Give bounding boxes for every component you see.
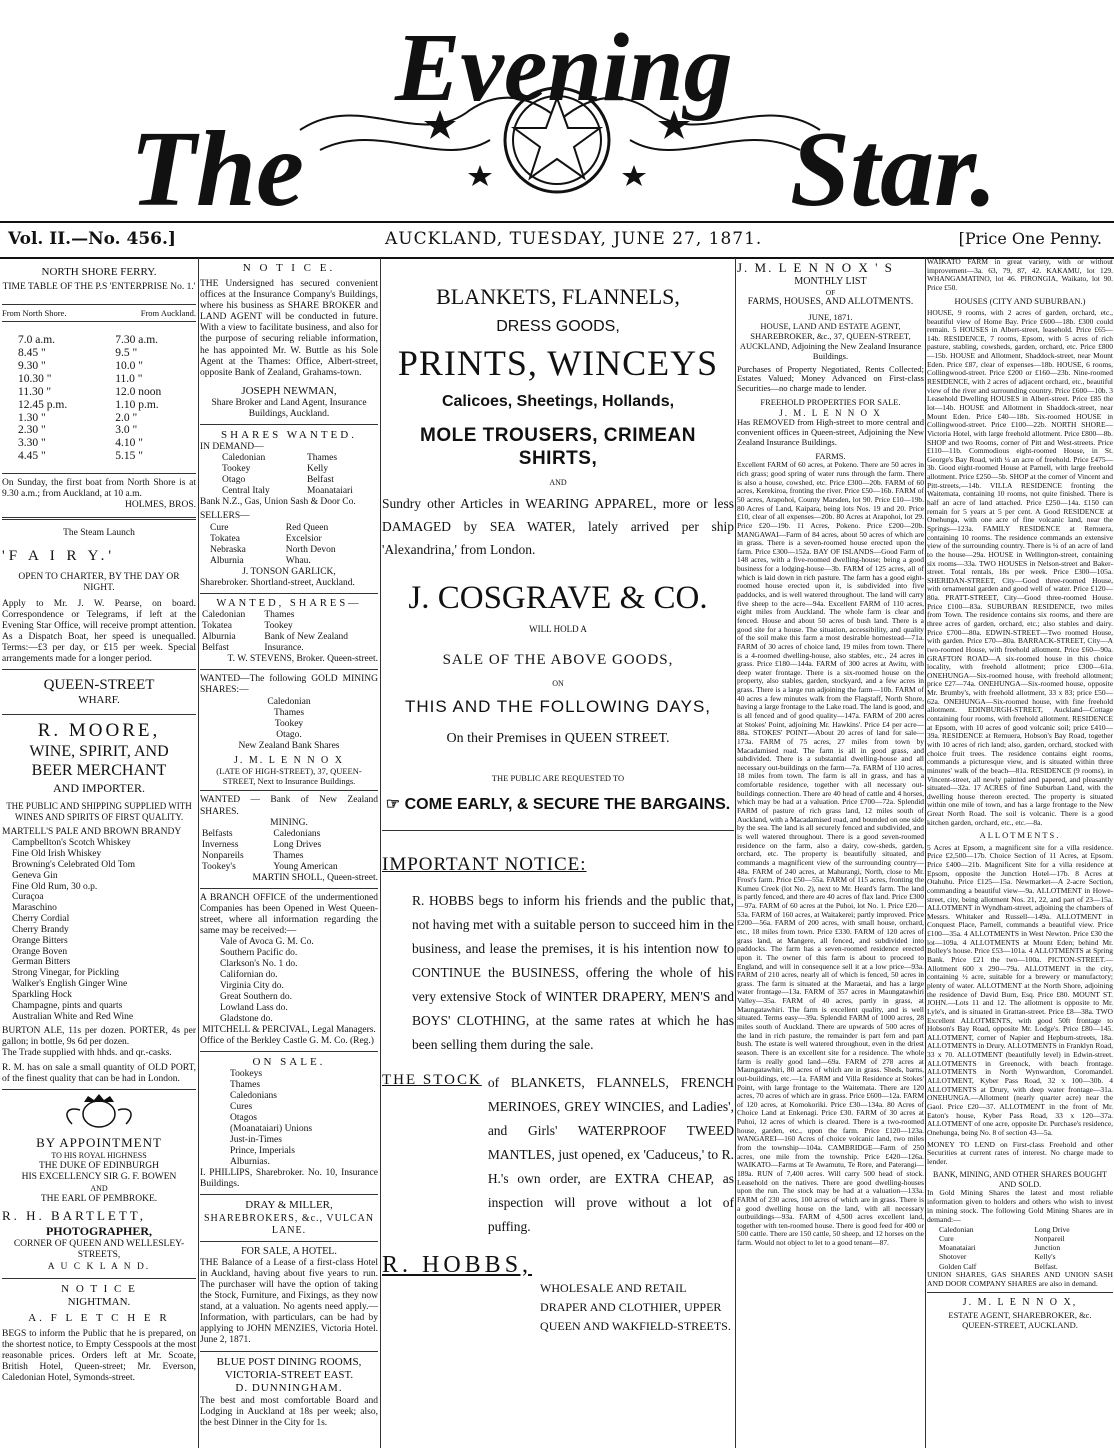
list-item: Australian White and Red Wine	[12, 1011, 134, 1022]
column-rule	[735, 258, 736, 1448]
masthead-ornament	[0, 0, 1114, 225]
list-item: German Bitters	[12, 957, 71, 968]
list-item: Orange Bitters	[12, 935, 68, 946]
money-to-lend: MONEY TO LEND on First-class Freehold and other Securities at current rates of interest. No charge made to lender.	[927, 1139, 1113, 1167]
lennox-head: J. M. L E N N O X ' S	[737, 260, 894, 275]
allotments-title: ALLOTMENTS.	[979, 830, 1061, 841]
column-rule	[380, 258, 381, 1448]
list-item: Cherry Brandy	[12, 924, 69, 935]
table-row: Cure Red Queen	[210, 522, 329, 533]
table-row: Nonpareils Thames	[202, 850, 304, 861]
list-item: Just-in-Times	[230, 1135, 282, 1146]
ad-sale: SALE OF THE ABOVE GOODS,	[442, 651, 674, 668]
bank-line: Bank N.Z., Gas, Union Sash & Door Co.	[200, 497, 356, 508]
table-row: 7.0 a.m. 7.30 a.m.	[18, 334, 159, 347]
dunningham: D. DUNNINGHAM.	[235, 1382, 343, 1395]
list-item: Gladstone do.	[220, 1013, 273, 1024]
allotments-body: 5 Acres at Epsom, a magnificent site for a villa residence. Price £2,500—17b. Choice Section of 11 Acres, at Epsom. Price £400—21b. Magnificent Site for a villa residence at Epsom, opposite the Junction Hotel—17b. 8 Acres at Otahuhu. Price £125—15a. Newmarket—A 2-acre Section, commanding a beautiful view—9a. ALLOTMENT in Howe-street, city, being allotment Nos. 21, 22, and part of 23—15a. ALLOTMENT in Wyndham-street, adjoining the chambers of Messrs. Whitaker and Russell—149a. ALLOTMENT in Conquest Place, Parnell, commands a beautiful view. Price £100—35a. 4 ALLOTMENTS in West Newton. Price £30 the lot—109a. 4 ALLOTMENTS at Mount Eden; behind Mr. Bolley's house. Price £53—101a. 4 ALLOTMENTS at Spring Bank. Price £21 the two—100a. PICTON-STREET.—Allotment 600 x 290—79a. ALLOTMENT in the city, containing ½ acre, suitable for a brewery or manufactory; plenty of water. ALLOTMENT at the North Shore, adjoining the residence of David Burn, Esq. Price £80. MOUNT ST. JOHN.—Lots 11 and 12. The allotment is opposite to Mr. Lyle's, and is situated in Grattan-street. Price £8—38a. TWO Excellent ALLOTMENTS, with good 50ft frontage to Hobson's Bay Road, opposite Mr. Lodge's. Price £80—145. ALLOTMENT, corner of Napier and Hepburn-streets, 18a. ALLOTMENTS in Drury. ALLOTMENTS in Franklyn Road, 33 x 70. ALLOTMENT (beautifully level) in Edwin-street. ALLOTMENTS in Greenock, with beach frontage. ALLOTMENTS in North Wynwardton, Coromandel. ALLOTMENT, Kyber Pass Road, 32 x 100—30b. 4 ALLOTMENTS at Drury, with deep water frontage—31a. ONEHUNGA.—Allotment (nearly quarter acre) near the Gaol. Price £20—37. ALLOTMENT in the front of Mr. Eaton's house, Kyber Pass Road, 33 x 120—37a. ALLOTMENT of one acre, opposite Dr. Purchase's residence, Onehunga, being No. 8 of section 43—5a.	[927, 842, 1113, 1137]
list-item: Curaçoa	[12, 892, 44, 903]
farms-houses: FARMS, HOUSES, AND ALLOTMENTS.	[747, 297, 914, 308]
notice-title: N O T I C E.	[242, 262, 336, 274]
ad-cosgrave: J. COSGRAVE & CO.	[408, 579, 708, 616]
important-notice: IMPORTANT NOTICE:	[382, 854, 587, 876]
trade: The Trade supplied with hhds. and qr.-casks.	[2, 1048, 172, 1059]
ad-dress-goods: DRESS GOODS,	[496, 317, 620, 335]
phillips: I. PHILLIPS, Sharebroker. No. 10, Insurance Buildings.	[200, 1168, 378, 1190]
table-row: Belfasts Caledonians	[202, 828, 321, 839]
lennox-repeat: J. M. L E N N O X	[779, 407, 882, 418]
list-item: New Zealand Bank Shares	[238, 740, 340, 751]
table-row: Shotover Kelly's	[939, 1252, 1056, 1262]
appointment-line6: THE EARL OF PEMBROKE.	[40, 1193, 158, 1204]
ad-prints: PRINTS, WINCEYS	[397, 343, 719, 384]
dray-sub: SHAREBROKERS, &c., VULCAN LANE.	[203, 1212, 375, 1236]
list-item: Otago.	[276, 729, 302, 740]
masthead-evening: Evening	[395, 14, 733, 122]
list-item: Southern Pacific do.	[220, 947, 298, 958]
blue-body: The best and most comfortable Board and Lodging in Auckland at 18s per week; also, the best Dinner in the City for 1s.	[200, 1395, 378, 1428]
list-date: JUNE, 1871.	[808, 311, 853, 322]
bank-table	[200, 829, 378, 873]
stevens: T. W. STEVENS, Broker. Queen-street.	[227, 654, 378, 665]
stock-body: of BLANKETS, FLANNELS, FRENCH MERINOES, GREY WINCIES, and Ladies', and Girls' WATERPROOF TWEED MANTLES, just opened, ex 'Caduceus,' to R. H.'s own order, are EXTRA CHEAP, as inspection will prove without a lot of puffing.	[487, 1074, 734, 1234]
branch-list	[200, 937, 378, 1025]
fletcher-body: BEGS to inform the Public that he is prepared, on the shortest notice, to Empty Cesspools at the most reasonable prices. Orders left at Mr. Scoate, British Hotel, Queen-street; Mr. Everson, Caledonian Hotel, Symonds-street.	[2, 1328, 196, 1383]
blue-post: BLUE POST DINING ROOMS, VICTORIA-STREET EAST.	[216, 1355, 362, 1381]
ad-come-early-text: COME EARLY, & SECURE THE BARGAINS.	[404, 795, 731, 813]
share-table	[927, 1225, 1113, 1271]
table-row: 11.30 " 12.0 noon	[18, 385, 162, 398]
lennox-c2-address: (LATE OF HIGH-STREET), 37, QUEEN-STREET, Next to Insurance Buildings.	[216, 765, 362, 786]
mining-table	[200, 453, 378, 497]
public-supply: THE PUBLIC AND SHIPPING SUPPLIED WITH WINES AND SPIRITS OF FIRST QUALITY.	[6, 801, 192, 822]
column-4	[737, 258, 924, 1448]
table-row: Alburnia Whau.	[210, 555, 311, 566]
pointing-hand-icon: ☞	[385, 795, 405, 813]
appointment-line3: THE DUKE OF EDINBURGH	[38, 1160, 160, 1171]
list-item: Cures	[230, 1102, 253, 1113]
gold-wanted: WANTED—The following GOLD MINING SHARES:—	[200, 674, 378, 696]
notice-nightman: N O T I C E	[61, 1282, 137, 1295]
farms-title: FARMS.	[815, 451, 846, 462]
list-item: Great Southern do.	[220, 991, 293, 1002]
gold-info: In Gold Mining Shares the latest and most reliable information given to holders and others who wish to invest in mining stock. The following Gold Mining Shares are in demand:—	[927, 1188, 1113, 1224]
moore-line2: WINE, SPIRIT, AND	[29, 742, 169, 760]
appointment: BY APPOINTMENT	[36, 1135, 162, 1151]
corner: CORNER OF QUEEN AND WELLESLEY-STREETS,	[13, 1238, 185, 1261]
wine-list	[2, 838, 196, 1022]
ferry-to: From Auckland.	[140, 307, 196, 318]
sellers: SELLERS—	[200, 511, 250, 522]
ferry-header	[2, 304, 196, 322]
auckland: A U C K L A N D.	[47, 1261, 151, 1272]
notice-body: THE Undersigned has secured convenient offices at the Insurance Company's Buildings, where his business as SHARE BROKER and LAND AGENT will be conducted in future. With a view to facilitate business, and also for the purpose of securing reliable information, he has appointed Mr. W. Buttle as his Sole Agent at the Thames: Office, Albert-street, opposite Bank of Zealand, Grahams-town.	[200, 279, 378, 378]
launch-name: 'F A I R Y.'	[2, 548, 116, 565]
list-item: Champagne, pints and quarts	[12, 1000, 123, 1011]
list-item: Geneva Gin	[12, 870, 58, 881]
column-2	[200, 258, 378, 1448]
appointment-line4: HIS EXCELLENCY SIR G. F. BOWEN	[21, 1172, 177, 1183]
table-row: Nebraska North Devon	[210, 544, 336, 555]
stock-block	[382, 1071, 734, 1239]
list-item: Orange Boven	[12, 946, 68, 957]
burton: BURTON ALE, 11s per dozen. PORTER, 4s per gallon; in bottle, 9s 6d per dozen.	[2, 1026, 196, 1048]
monthly-of: OF	[825, 288, 836, 298]
port: R. M. has on sale a small quantity of OLD PORT, of the finest quality that can be had in London.	[2, 1063, 196, 1085]
ad-come-early	[382, 795, 734, 815]
moore-name: R. MOORE,	[37, 719, 161, 741]
hobbs-name: R. HOBBS,	[382, 1251, 533, 1278]
table-row: Caledonian Long Drive	[939, 1224, 1070, 1234]
ad-blankets: BLANKETS, FLANNELS,	[436, 284, 680, 309]
hotel-body: THE Balance of a Lease of a first-class Hotel in Auckland, having about five years to run. The purchaser will have the option of taking the Stock, Furniture, and Fixings, as they now stand, at a valuation. No agents need apply.—Information, with particulars, can be had by applying to JOHN MENZIES, Victoria Hotel. June 2, 1871.	[200, 1258, 378, 1346]
table-row: Caledonian Thames	[202, 610, 295, 621]
dateline	[0, 221, 1114, 259]
ferry-note: On Sunday, the first boat from North Shore is at 9.30 a.m.; from Auckland, at 10 a.m.	[2, 478, 196, 500]
table-row: 4.45 " 5.15 "	[18, 450, 143, 463]
table-row: Golden Calf Belfast.	[939, 1261, 1058, 1271]
list-item: Strong Vinegar, for Pickling	[12, 968, 120, 979]
houses-body: HOUSE, 9 rooms, with 2 acres of garden, orchard, etc., beautiful view of Home Bay. Price £600—18b. £300 could remain. 5 HOUSES in Albert-street, leasehold. Price £65—14b. RESIDENCE, 7 rooms, Epsom, with 5 acres of rich pasture, stabling, cowsheds, garden, orchard, etc. Price £800—15b. HOUSE and Allotment, Shaddock-street, near Mount Eden. Price £87, clear of expenses—18b. HOUSE, 6 rooms, Collingwood-street. Price £200 or £160—23b. Nine-roomed RESIDENCE, with 2 acres of adjacent orchard, etc., beautiful view of the river and surrounding country. Price £600—10b. 3 Leasehold Dwelling HOUSES in Albert-street. Price £85 the lot—14b. HOUSE and Allotment in Shaddock-street, near Mount Eden. Price £40—18b. Six-roomed HOUSE in Collingwood-street. Price £100—22b. NORTH SHORE—Victoria Hotel, with large freehold allotment. Price £800—8b. SHOP and two Rooms, corner of Pitt and West-streets. Price £110—11b. Commodious eight-roomed House, in St. George's Bay Road, with ¼ an acre of freehold. Price £475—3b. Good eight-roomed House at Parnell, with large freehold allotment. Price £250—5b. SHOP at the corner of Vincent and Pitt-streets,—14b. VILLA RESIDENCE fronting the Waitemata, containing 10 rooms, not quite finished. There is half an acre of land attached. Price £250—14a. £150 can remain for 5 years at 5 per cent. A Good RESIDENCE at Onehunga, with one acre of fine volcanic land, near the Springs—123a. FAMILY RESIDENCE at Remuera, containing 10 rooms. The residence commands an extensive view of the surrounding country. There is ¼ of an acre of land to the house—29a. HOUSE in Wellington-street, containing six rooms—33a. TWO HOUSES in Nelson-street and Baker-street. Total rentals, 18s per week. Price £300—105a. SHERIDAN-STREET, City—Good three-roomed House, with ornamental garden and good well of water. Price £120—80a. PRATT-STREET, City—Good three-roomed House. Price £100—83a. SUBURBAN RESIDENCE, two miles from Town. The residence contains six rooms, and there are three acres of garden, orchard, etc.; also stables and dairy. Price £700—80a. EDWIN-STREET—Two roomed House, with garden. Price £70—80a. BARRACK-STREET, City—A two-roomed House, with freehold allotment. Price £60—90a. GRAFTON ROAD—A six-roomed house in this choice locality, with freehold allotment; price £300—61a. ONEHUNGA—Six-roomed house, with freehold allotment; price £27—74a. ONEHUNGA—Six-roomed house, opposite Mr. Brumby's, with freehold allotment, 33 x 83; price £50—62a. ONEHUNGA—Six-roomed house, with fine freehold allotment. EDINBURGH-STREET, Auckland—Cottage containing four rooms, with freehold allotment. RESIDENCE at Epsom, with 10 acres of good volcanic soil; price £410—39a. RESIDENCE at Remuera, Hobson's Bay Road, together with 10 acres of rich land; also, garden, orchard, stocked with choice fruit trees. The residence contains eight rooms, commands a picturesque view, and is situated within three minutes' walk of the beach—81a. RESIDENCE (9 rooms), in Vincent-street, all newly painted and papered, and pleasantly situated—32a. 17 ACRES of fine Suburban Land, with the dwelling house thereon erected. The property is situated within one mile of town, and has a large frontage to the New Great North Road. The soil is volcanic. There is a good kitchen garden, orchard, etc., etc.—8a.	[927, 307, 1113, 827]
lennox-address: QUEEN-STREET, AUCKLAND.	[962, 1319, 1078, 1330]
freehold: FREEHOLD PROPERTIES FOR SALE.	[760, 397, 901, 408]
photographer: PHOTOGRAPHER,	[45, 1224, 153, 1239]
appointment-line2: TO HIS ROYAL HIGHNESS	[51, 1151, 147, 1161]
on-sale: ON SALE.	[252, 1055, 326, 1068]
gold-list	[200, 697, 378, 752]
list-item: Cherry Cordial	[12, 914, 70, 925]
wharf-line1: QUEEN-STREET	[43, 676, 155, 693]
in-demand: IN DEMAND—	[200, 442, 264, 453]
table-row: Tokatea Excelsior	[210, 533, 322, 544]
bank-mining: BANK, MINING, AND OTHER SHARES BOUGHT AND SOLD.	[932, 1169, 1107, 1189]
fletcher: A. F L E T C H E R	[28, 1312, 170, 1325]
ad-public: THE PUBLIC ARE REQUESTED TO	[491, 772, 625, 783]
table-row: 3.30 " 4.10 "	[18, 437, 143, 450]
list-item: Browning's Celebrated Old Tom	[12, 859, 136, 870]
list-item: Campbellton's Scotch Whiskey	[12, 838, 131, 849]
ferry-title: NORTH SHORE FERRY.	[41, 266, 157, 278]
column-1	[2, 258, 196, 1448]
masthead-star: Star.	[790, 110, 998, 225]
bank-wanted: WANTED — Bank of New Zealand SHARES.	[200, 795, 378, 817]
list-item: Vale of Avoca G. M. Co.	[220, 936, 314, 947]
price: [Price One Penny.	[958, 229, 1102, 248]
garlick-address: Sharebroker. Shortland-street, Auckland.	[200, 577, 355, 588]
newman: JOSEPH NEWMAN,	[241, 384, 337, 397]
list-item: Virginia City do.	[220, 980, 284, 991]
sale-list	[200, 1069, 378, 1168]
ad-days: THIS AND THE FOLLOWING DAYS,	[404, 696, 712, 716]
table-row: 8.45 " 9.5 "	[18, 347, 138, 360]
ferry-subtitle: TIME TABLE OF THE P.S 'ENTERPRISE No. 1.'	[2, 282, 196, 293]
berkley: Office of the Berkley Castle G. M. Co. (Reg.)	[200, 1035, 374, 1046]
ad-on: ON	[552, 679, 564, 689]
table-row: Tookey Kelly	[222, 464, 329, 475]
column-5	[927, 258, 1113, 1448]
ad-premises: On their Premises in QUEEN STREET.	[446, 730, 670, 746]
ad-will-hold: WILL HOLD A	[529, 623, 587, 634]
hobbs-address: WHOLESALE AND RETAIL DRAPER AND CLOTHIER, UPPER QUEEN AND WAKFIELD-STREETS.	[540, 1280, 731, 1334]
volume-number: Vol. II.—No. 456.]	[8, 229, 176, 249]
monthly-list: MONTHLY LIST	[794, 275, 867, 287]
table-row: Moanataiari Junction	[939, 1243, 1061, 1253]
mining-label: MINING.	[270, 817, 308, 828]
table-row: Inverness Long Drives	[202, 839, 322, 850]
table-row: 9.30 " 10.0 "	[18, 360, 143, 373]
moore-line4: AND IMPORTER.	[53, 780, 145, 795]
list-item: Clarkson's No. 1 do.	[220, 958, 298, 969]
list-item: Tookeys	[230, 1069, 263, 1080]
list-item: Maraschino	[12, 903, 57, 914]
sholl: MARTIN SHOLL, Queen-street.	[252, 872, 378, 883]
notice-body: R. HOBBS begs to inform his friends and the public that, not having met with a suitable person to succeed him in the business, and lease the premises, it is his intention now to CONTINUE the BUSINESS, offering the whole of his very extensive Stock of WINTER DRAPERY, MEN'S and BOYS' CLOTHING, at the same rates at which he has been selling them during the sale.	[412, 892, 734, 1052]
hotel-sale: FOR SALE, A HOTEL.	[241, 1246, 337, 1258]
sellers-table	[200, 523, 378, 567]
lennox-title: ESTATE AGENT, SHAREBROKER, &c.	[948, 1309, 1092, 1320]
table-row: Tokatea Tookey	[202, 621, 293, 632]
table-row: 12.45 p.m. 1.10 p.m.	[18, 398, 159, 411]
lennox-signature: J. M. L E N N O X,	[962, 1297, 1078, 1309]
table-row: Otago Belfast	[222, 475, 334, 486]
list-item: Sparkling Hock	[12, 989, 72, 1000]
hobbs-block	[382, 1251, 734, 1337]
masthead-the: The	[130, 110, 304, 225]
table-row: 2.30 " 3.0 "	[18, 424, 138, 437]
list-item: Fine Old Irish Whiskey	[12, 849, 102, 860]
ferry-from: From North Shore.	[2, 307, 67, 318]
houses-title: HOUSES (CITY AND SUBURBAN.)	[954, 295, 1086, 306]
royal-arms-icon	[2, 1094, 196, 1130]
list-item: Tookey	[274, 718, 304, 729]
lennox-agent: HOUSE, LAND AND ESTATE AGENT, SHAREBROKER, &c., 37, QUEEN-STREET, AUCKLAND, Adjoining the New Zealand Insurance Buildings.	[739, 321, 922, 361]
column-rule	[925, 258, 926, 1448]
table-row: 10.30 " 11.0 "	[18, 372, 143, 385]
launch-body: Apply to Mr. J. W. Pearse, on board. Correspondence or Telegrams, if left at the Evening Star Office, will receive prompt attention. As a Dispatch Boat, her speed is unequalled. Terms:—£3 per day, or £15 per week. Special arrangements made for a longer period.	[2, 598, 196, 664]
nightman: NIGHTMAN.	[67, 1295, 131, 1308]
bartlett: R. H. BARTLETT,	[2, 1208, 146, 1224]
list-item: Prince, Imperials	[230, 1146, 295, 1157]
list-item: Thames	[230, 1080, 261, 1091]
list-item: (Moanataiari) Unions	[230, 1124, 313, 1135]
launch-charter: OPEN TO CHARTER, BY THE DAY OR NIGHT.	[18, 571, 180, 594]
launch-intro: The Steam Launch	[63, 527, 135, 538]
union-shares: UNION SHARES, GAS SHARES AND UNION SASH AND DOOR COMPANY SHARES are also in demand.	[927, 1269, 1113, 1288]
list-item: Californian do.	[220, 969, 278, 980]
removed: Has REMOVED from High-street to more central and convenient offices in Queen-street, Adjoining the New Zealand Insurance Buildings.	[737, 417, 924, 448]
stock-head: THE STOCK	[382, 1071, 482, 1088]
ad-sundry: Sundry other Articles in WEARING APPAREL, more or less DAMAGED by SEA WATER, lately arrived per ship 'Alexandrina,' from London.	[382, 495, 734, 558]
list-item: Lowland Lass do.	[220, 1002, 288, 1013]
shares-wanted: SHARES WANTED.	[221, 428, 357, 441]
table-row: Alburnia Bank of New Zealand	[202, 632, 348, 643]
ad-and: AND	[549, 478, 567, 488]
lennox-c2: J. M. L E N N O X	[233, 754, 344, 766]
wharf-line2: WHARF.	[78, 694, 120, 707]
appointment-line5: AND	[90, 1183, 108, 1193]
newman-title: Share Broker and Land Agent, Insurance Buildings, Auckland.	[211, 397, 367, 419]
place-date: AUCKLAND, TUESDAY, JUNE 27, 1871.	[385, 229, 763, 249]
dray-miller: DRAY & MILLER,	[245, 1199, 333, 1212]
ad-calicoes: Calicoes, Sheetings, Hollands,	[441, 393, 675, 411]
list-item: Otagos	[230, 1113, 257, 1124]
ferry-signature: HOLMES, BROS.	[125, 500, 196, 511]
list-item: Thames	[273, 707, 305, 718]
table-row: 1.30 " 2.0 "	[18, 411, 138, 424]
table-row: Tookey's Young American	[202, 861, 338, 872]
table-row: Belfast Insurance.	[202, 643, 304, 654]
list-item: Fine Old Rum, 30 o.p.	[12, 881, 98, 892]
column-rule	[198, 258, 199, 1448]
branch-office: A BRANCH OFFICE of the undermentioned Companies has been Opened in West Queen-street, where all information regarding the same may be received:—	[200, 892, 378, 936]
ad-mole: MOLE TROUSERS, CRIMEAN SHIRTS,	[420, 424, 696, 469]
list-item: Alburnias.	[230, 1157, 270, 1168]
garlick: J. TONSON GARLICK,	[242, 566, 336, 577]
masthead	[0, 0, 1114, 225]
list-item: Walker's English Ginger Wine	[12, 979, 128, 990]
wanted-table	[200, 610, 378, 654]
farms-body: Excellent FARM of 60 acres, at Pokeno. There are 50 acres in rich grass; good spring of water runs through the farm. There is also a house, cowshed, etc. Price £300—20b. FARM of 60 acres, Kerekiroa, fronting the river. Price £50—16b. FARM of 50 acres, Arapohoi, County Marsden, lot 90. Price £10—19b. 80 Acres of Land, Kaipara, being lots Nos. 19 and 20. Price £10, clear of all expenses—20b. 80 Acres at Arapohoi, lot 29. Price £20—19b. 11 Acres, Pokeno. Price £200—20b. MANGAWAI—Farm of 84 acres, about 50 acres of which are in grass. There is a seven-roomed house erected upon the farm. Price £300—152a. BAY OF ISLANDS—Good Farm of 148 acres, with a five-roomed dwelling-house; being a good business for a lodging-house—3b. FARM of 125 acres, all of which is laid down in rich pasture. The farm has a good eight-roomed house erected upon it, is subdivided into five paddocks, and is well watered throughout. The land will carry five sheep to the acre—94a. Excellent FARM of 110 acres, eight miles from Auckland. The whole farm is clear and fenced. House and about 50 acres of bush land. There is a good site for a house. The situation, accessibility, and quality of the soil make this farm a most desirable homestead—71a. FARM of 30 acres of choice land, 19 miles from town. There is a 4-roomed dwelling-house, also stables, etc., 24 acres in grass. Price £180—144a. FARM of 300 acres at Awitu, with deep water frontage. There is a six-roomed house on the property, also stables, garden, stockyard, and a few acres in grass. There is a large run adjoining the farm—10b. FARM of 40 acres a few minutes walk from the Flagstaff, North Shore, having a large frontage to the Lake road. The land is good, and is all fenced and of good quality—147a. FARM of 200 acres at Stokes' Point, adjoining Mr. Hawkins'. Price £4 per acre—88a. STOKES' POINT—About 20 acres of land for sale—173a. FARM of 75 acres, 27 miles from town by Macadamised road. The farm is all in good grass, and subdivided. There is a substantial dwelling-house and all necessary out-buildings on the farm—7a. FARM of 110 acres, 18 miles from town. The farm is all in grass, and has a comfortable residence, together with all necessary out-buildings connection. There are 40 head of cattle and 4 horses, which may be had at a valuation. Price £700—72a. Splendid FARM of pasture of rich grass land, 12 miles south of Auckland, with a Macadamised road, and bounded on one side by the sea. The land is all securely fenced and subdivided, and is well watered throughout. There is a good seven-roomed residence on the farm, also a dairy, cow-sheds, garden, orchard, etc. The property is beautifully situated, and commands a magnificent view of the surrounding country—48a. FARM of 240 acres, at Mahurangi, North, close to Mr. Frost's farm. Price £50—55a. FARM of 115 acres, fronting the Kumeu Creek (lot No. 2), next to Mr. Heard's farm. The land is partly fenced, and there are 40 acres of flax land. Price £300—97a. FARM of 60 acres at the Puhoi, lot No. 1. Price £20—53a. FARM of 160 acres, at Waitakerei; partly improved. Price £200—56a. FARM of 200 acres, with small house, orchard, etc., 18 miles from town. Price £330. FARM of 120 acres of grass land, at Mangere, all fenced, and subdivided into paddocks. The farm has a seven-roomed residence erected upon it. The owner of this farm is about to proceed to England, and will in consequence sell it at a low price—93a. FARM of 210 acres, nearly all of which is fenced, 50 acres in grass. The farm is situated at the Maraetai, and has a large water frontage—13a. FARM of 357 acres in Maungatawhiri Valley—35a. FARM of 40 acres, partly in grass, at Maungatawhiri. The farm is excellent quality, and is well situated. Terms easy—39a. Splendid FARM of 1000 acres, 28 miles south of Auckland. There are upwards of 500 acres of the land in rich pasture, the remainder is part fern and part bush. The estate is well watered throughout, even in the driest season. There is an excellent site for a residence. The whole farm is really good land—69a. FARM of 278 acres at Maungatawhiri, 80 acres of which are in grass. Sheds, barns, out-buildings, etc.—1a. FARM and Villa Residence at Stokes' Point, with large frontage to the Waitemata. There are 120 acres, 70 acres of which are in grass. Price £600—12a. FARM of 120 acres, at Komokoriki. Price £30—134a. 80 Acres of Choice Land at Enkenagi. Price £30. FARM of 30 acres at Puhoi, 12 acres of which is cleared. There is a two-roomed house, garden, etc., upon the farm. Price £120—123a. WANGAREI—160 Acres of choice volcanic land, two miles from the township—104a. CAMBRIDGE—Farm of 250 acres, one mile from the township. Price £420—126a. WAIKATO—Farms at Te Awamutu, Te Rore, and Paterangi—189a. RUN of 7,400 acres. Will carry 500 head of stock. Leasehold on the natives. There are good dwelling-houses upon the run. The stock may be had at a valuation—133a. FARM of 230 acres, 100 acres of which are in grass. There is a good dwelling house on the land, with all necessary outbuildings—93a. FARM of 4,500 acres excellent land, together with ten-roomed house. There is good feed for 400 or 500 cattle. There are 150 cattle, 50 sheep, and 12 horses on the farm. Would not object to let to a good tenant—87.	[737, 460, 924, 1248]
list-item: Caledonian	[267, 696, 311, 707]
table-row: Caledonian Thames	[222, 453, 338, 464]
moore-line3: BEER MERCHANT	[31, 762, 167, 780]
table-row: Central Italy Moanataiari	[222, 486, 353, 497]
ferry-timetable	[2, 334, 196, 463]
list-item: Caledonians	[230, 1091, 277, 1102]
mitchell: MITCHELL & PERCIVAL, Legal Managers.	[202, 1024, 376, 1035]
waikato-farms: WAIKATO FARM in great variety, with or without improvement—3a. 63, 79, 87, 42. KAKAMU, lot 129. WHANGAMATINO, lot 46. PIRONGIA, Waikato, lot 90. Price £50.	[927, 258, 1113, 292]
column-3	[382, 258, 734, 1448]
wanted-shares: WANTED, SHARES—	[216, 597, 362, 609]
purchases: Purchases of Property Negotiated, Rents Collected; Estates Valued; Money Advanced on First-class Securities—no charge made to lender.	[737, 363, 924, 394]
martell: MARTELL'S PALE AND BROWN BRANDY	[2, 827, 182, 838]
table-row: Cure Nonpareil	[939, 1233, 1065, 1243]
